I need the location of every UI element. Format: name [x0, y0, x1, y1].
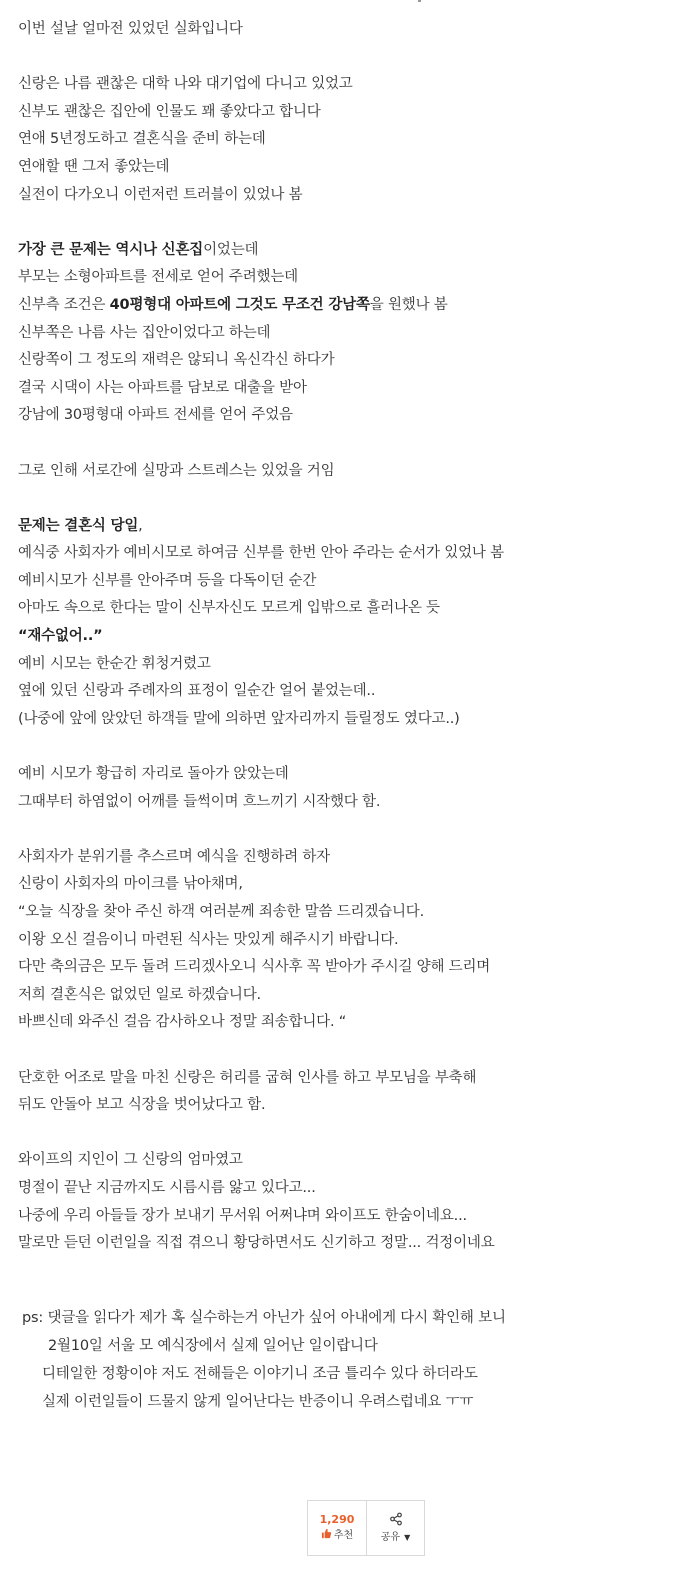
post-line — [18, 623, 678, 651]
ps-line: 2월10일 서울 모 예식장에서 실제 일어난 일이랍니다 — [48, 1338, 378, 1354]
text-segment: 신랑쪽이 그 정도의 재력은 않되니 옥신각신 하다가 — [18, 352, 335, 369]
text-segment: 예식중 사회자가 예비시모로 하여금 신부를 한번 안아 주라는 순서가 있었나 봄 — [18, 545, 504, 562]
post-line — [18, 954, 678, 982]
text-segment: 단호한 어조로 말을 마친 신랑은 허리를 굽혀 인사를 하고 부모님을 부축해 — [18, 1069, 477, 1086]
bold-text: 가장 큰 문제는 역시나 신혼집 — [18, 241, 204, 258]
post-line — [18, 402, 678, 430]
bold-text: 40평형대 아파트에 그것도 무조건 강남쪽 — [109, 296, 370, 313]
blank-line — [18, 1120, 678, 1148]
recommend-button[interactable] — [308, 1501, 367, 1555]
post-line — [18, 16, 678, 44]
blank-line — [18, 485, 678, 513]
text-segment: 명절이 끝난 지금까지도 시름시름 앓고 있다고... — [18, 1179, 316, 1196]
text-segment: 신랑이 사회자의 마이크를 낚아채며, — [18, 876, 243, 893]
text-segment: 을 원했나 봄 — [369, 296, 448, 313]
post-line — [18, 292, 678, 320]
text-segment: 말로만 듣던 이런일을 직접 겪으니 황당하면서도 신기하고 정말... 걱정이네요 — [18, 1235, 495, 1252]
text-segment: , — [138, 517, 143, 534]
post-line — [18, 154, 678, 182]
post-line — [18, 789, 678, 817]
text-segment: 예비 시모는 한순간 휘청거렸고 — [18, 655, 211, 672]
post-line — [18, 678, 678, 706]
recommend-count: 1,290 — [319, 1513, 355, 1526]
share-button[interactable] — [367, 1501, 424, 1555]
post-line — [18, 706, 678, 734]
text-segment: 그로 인해 서로간에 실망과 스트레스는 있었을 거임 — [18, 462, 335, 479]
post-line — [18, 540, 678, 568]
text-segment: 아마도 속으로 한다는 말이 신부자신도 모르게 입밖으로 흘러나온 듯 — [18, 600, 440, 617]
post-line — [18, 595, 678, 623]
post-line — [18, 1203, 678, 1231]
post-line — [18, 871, 678, 899]
text-segment: 다만 축의금은 모두 돌려 드리겠사오니 식사후 꼭 받아가 주시길 양해 드리며 — [18, 959, 491, 976]
text-segment: 연애할 땐 그저 좋았는데 — [18, 158, 170, 175]
post-line — [18, 513, 678, 541]
text-segment: 연애 5년정도하고 결혼식을 준비 하는데 — [18, 131, 266, 148]
ps-line: 디테일한 정황이야 저도 전해들은 이야기니 조금 틀리수 있다 하더라도 — [42, 1366, 478, 1382]
share-label: 공유 — [380, 1531, 401, 1543]
text-segment: 예비 시모가 황급히 자리로 돌아가 앉았는데 — [18, 766, 289, 783]
post-line — [18, 237, 678, 265]
text-segment: 신랑은 나름 괜찮은 대학 나와 대기업에 다니고 있었고 — [18, 76, 353, 93]
post-line — [18, 982, 678, 1010]
text-segment: 뒤도 안돌아 보고 식장을 벗어났다고 함. — [18, 1097, 266, 1114]
post-line — [18, 1147, 678, 1175]
post-line — [18, 899, 678, 927]
post-line — [18, 844, 678, 872]
post-line — [18, 1009, 678, 1037]
post-line — [18, 320, 678, 348]
text-segment: 이왕 오신 걸음이니 마련된 식사는 맛있게 해주시기 바랍니다. — [18, 931, 399, 948]
post-line — [18, 264, 678, 292]
post-line — [18, 126, 678, 154]
post-actions — [307, 1500, 425, 1556]
text-segment: 강남에 30평형대 아파트 전세를 얻어 주었음 — [18, 407, 293, 424]
text-segment: 신부쪽은 나름 사는 집안이었다고 하는데 — [18, 324, 271, 341]
bold-text: “재수없어..” — [18, 628, 103, 645]
text-segment: 바쁘신데 와주신 걸음 감사하오나 정말 죄송합니다. “ — [18, 1014, 347, 1031]
caret-down-icon: ▼ — [404, 1532, 411, 1542]
post-line — [18, 651, 678, 679]
text-segment: 나중에 우리 아들들 장가 보내기 무서워 어쩌냐며 와이프도 한숨이네요... — [18, 1207, 467, 1224]
blank-line — [18, 1037, 678, 1065]
recommend-label: 추천 — [333, 1530, 354, 1541]
share-icon — [389, 1511, 403, 1530]
post-line — [18, 99, 678, 127]
bold-text: 문제는 결혼식 당일 — [18, 517, 139, 534]
text-segment: 사회자가 분위기를 추스르며 예식을 진행하려 하자 — [18, 848, 330, 865]
text-segment: 저희 결혼식은 없었던 일로 하겠습니다. — [18, 986, 261, 1003]
blank-line — [18, 430, 678, 458]
text-segment: 실전이 다가오니 이런저런 트러블이 있었나 봄 — [18, 186, 303, 203]
blank-line — [18, 733, 678, 761]
post-body — [18, 16, 678, 1258]
postscript — [22, 1304, 672, 1416]
text-segment: “오늘 식장을 찾아 주신 하객 여러분께 죄송한 말씀 드리겠습니다. — [18, 904, 424, 920]
text-segment: 결국 시댁이 사는 아파트를 담보로 대출을 받아 — [18, 379, 307, 396]
post-line — [18, 182, 678, 210]
post-line — [18, 761, 678, 789]
ps-line: ps: 댓글을 읽다가 제가 혹 실수하는거 아닌가 싶어 아내에게 다시 확인해 보니 — [22, 1310, 506, 1326]
post-line — [18, 375, 678, 403]
blank-line — [18, 44, 678, 72]
text-segment: (나중에 앞에 앉았던 하객들 말에 의하면 앞자리까지 들릴정도 였다고..) — [18, 710, 460, 727]
thumbs-up-icon — [321, 1528, 332, 1544]
text-segment: 신부측 조건은 — [18, 296, 110, 313]
text-segment: 그때부터 하염없이 어깨를 들썩이며 흐느끼기 시작했다 함. — [18, 793, 381, 810]
share-label-row — [381, 1530, 410, 1546]
text-segment: 와이프의 지인이 그 신랑의 엄마였고 — [18, 1152, 243, 1169]
post-line — [18, 347, 678, 375]
text-segment: 이었는데 — [203, 241, 259, 258]
post-line — [18, 1175, 678, 1203]
post-line — [18, 568, 678, 596]
text-segment: 신부도 괜찮은 집안에 인물도 꽤 좋았다고 합니다 — [18, 103, 321, 120]
text-segment: 옆에 있던 신랑과 주례자의 표정이 일순간 얼어 붙었는데.. — [18, 683, 376, 700]
text-segment: 부모는 소형아파트를 전세로 얻어 주려했는데 — [18, 269, 298, 286]
post-line — [18, 927, 678, 955]
blank-line — [18, 816, 678, 844]
text-segment: 예비시모가 신부를 안아주며 등을 다독이던 순간 — [18, 572, 317, 589]
ps-line: 실제 이런일들이 드물지 않게 일어난다는 반증이니 우려스럽네요 ㅜㅠ — [42, 1394, 474, 1410]
post-line — [18, 1065, 678, 1093]
text-segment: 이번 설날 얼마전 있었던 실화입니다 — [18, 21, 243, 37]
recommend-label-row — [321, 1528, 353, 1544]
post-line — [18, 458, 678, 486]
top-edge-mark — [418, 0, 421, 2]
post-line — [18, 71, 678, 99]
blank-line — [18, 209, 678, 237]
post-line — [18, 1092, 678, 1120]
post-line — [18, 1230, 678, 1258]
